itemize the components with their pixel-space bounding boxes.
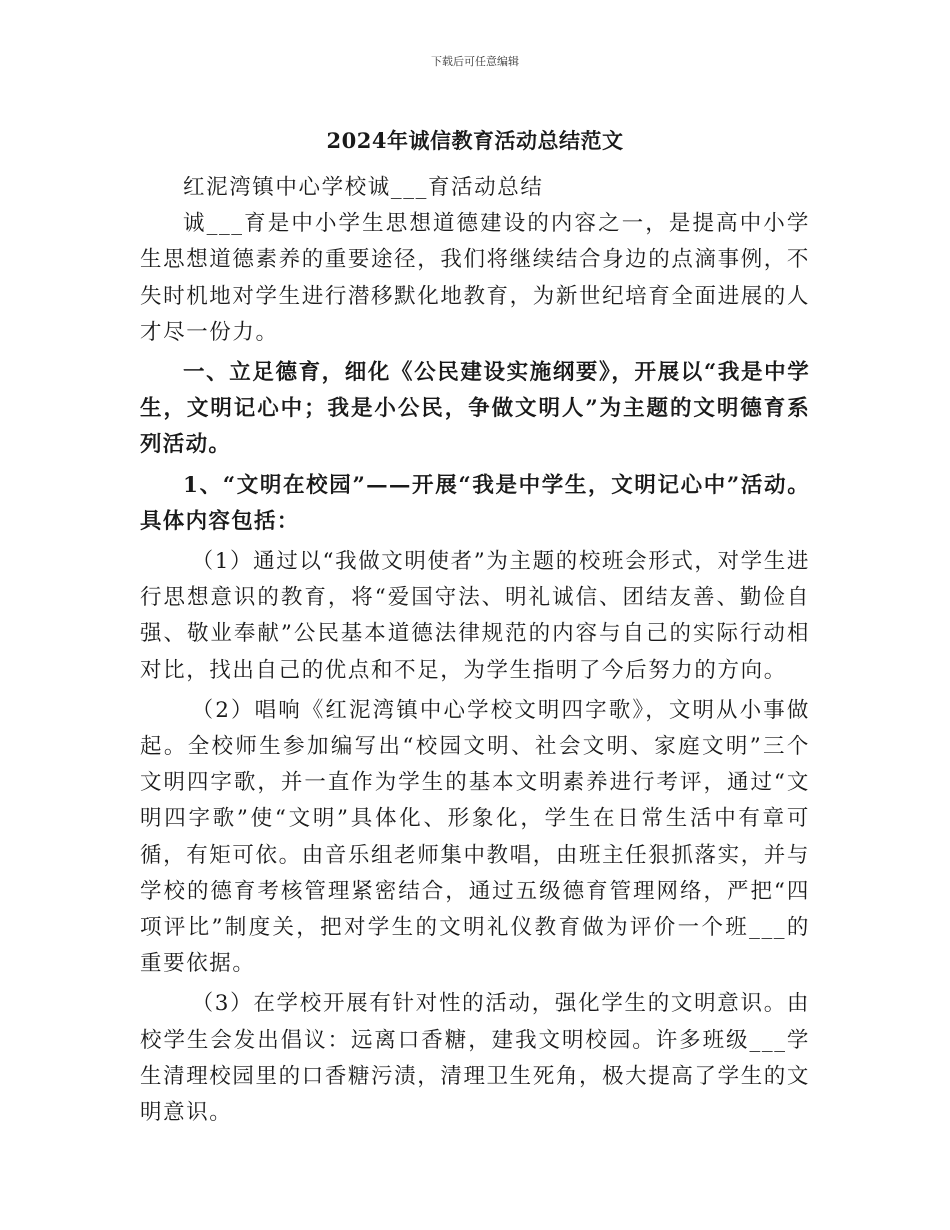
subsection-heading-1: 1、“文明在校园”——开展“我是中学生，文明记心中”活动。具体内容包括：	[140, 472, 810, 534]
page-header-note: 下载后可任意编辑	[431, 55, 519, 68]
document-body	[140, 170, 810, 1131]
section-heading-1: 一、立足德育，细化《公民建设实施纲要》，开展以“我是中学生，文明记心中；我是小公民，争做文明人”为主题的文明德育系列活动。	[140, 360, 810, 458]
list-item-1: （1）通过以“我做文明使者”为主题的校班会形式，对学生进行思想意识的教育，将“爱国守法、明礼诚信、团结友善、勤俭自强、敬业奉献”公民基本道德法律规范的内容与自己的实际行动相对比，找出自己的优点和不足，为学生指明了今后努力的方向。	[140, 549, 810, 683]
paragraph-subtitle: 红泥湾镇中心学校诚___育活动总结	[183, 175, 544, 200]
paragraph-intro: 诚___育是中小学生思想道德建设的内容之一，是提高中小学生思想道德素养的重要途径，我们将继续结合身边的点滴事例，不失时机地对学生进行潜移默化地教育，为新世纪培育全面进展的人才尽一份力。	[140, 211, 810, 345]
list-item-3: （3）在学校开展有针对性的活动，强化学生的文明意识。由校学生会发出倡议：远离口香糖，建我文明校园。许多班级___学生清理校园里的口香糖污渍，清理卫生死角，极大提高了学生的文明意识。	[140, 991, 810, 1126]
list-item-2: （2）唱响《红泥湾镇中心学校文明四字歌》，文明从小事做起。全校师生参加编写出“校园文明、社会文明、家庭文明”三个文明四字歌，并一直作为学生的基本文明素养进行考评，通过“文明四字歌”使“文明”具体化、形象化，学生在日常生活中有章可循，有矩可依。由音乐组老师集中教唱，由班主任狠抓落实，并与学校的德育考核管理紧密结合，通过五级德育管理网络，严把“四项评比”制度关，把对学生的文明礼仪教育做为评价一个班___的重要依据。	[140, 697, 810, 977]
document-title: 2024年诚信教育活动总结范文	[326, 128, 624, 153]
